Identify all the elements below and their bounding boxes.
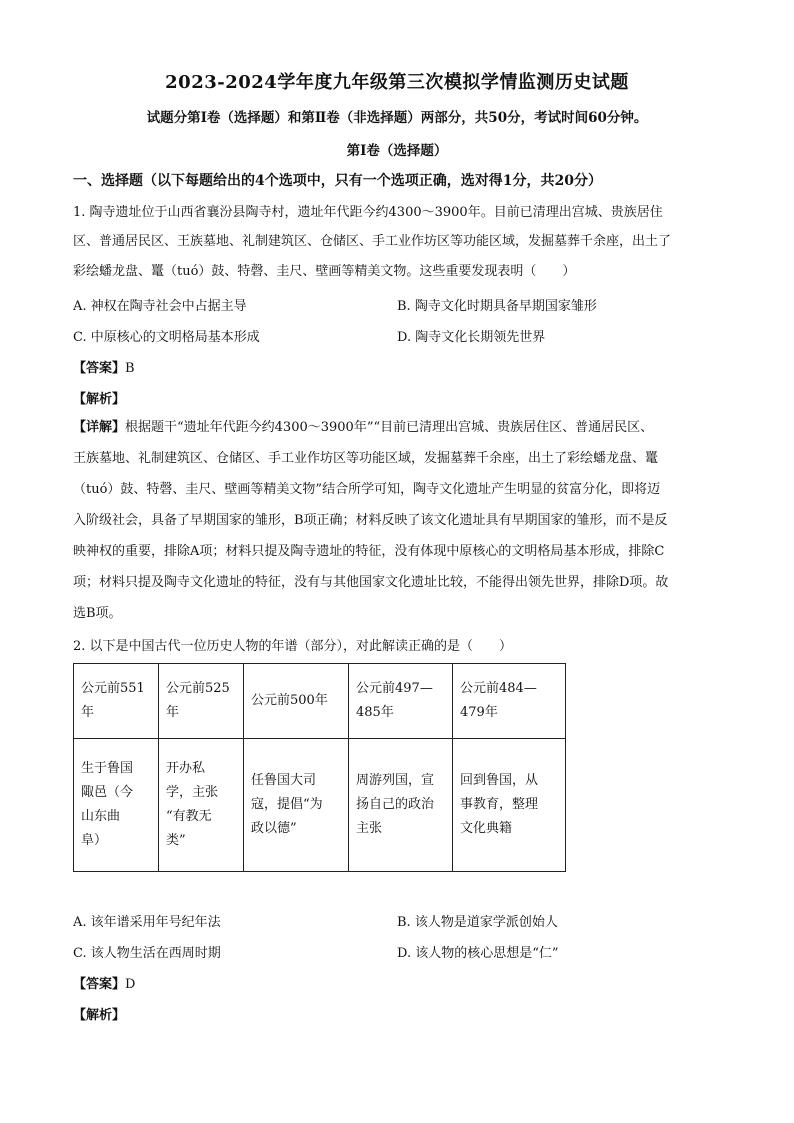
q1-detail-line: 王族墓地、礼制建筑区、仓储区、手工业作坊区等功能区域，发掘墓葬千余座，出土了彩绘蟠龙盘、鼍	[73, 451, 659, 466]
table-header-cell	[159, 664, 244, 739]
cell-line: 文化典籍	[460, 821, 513, 836]
cell-line: 479年	[460, 705, 498, 720]
cell-line: 事教育，整理	[460, 797, 539, 812]
q1-option-b: B. 陶寺文化时期具备早期国家雏形	[397, 299, 597, 314]
cell-line: 主张	[356, 821, 383, 836]
cell-line: 阜）	[81, 833, 108, 848]
cell-line: 政以德”	[251, 821, 297, 836]
cell-line: 回到鲁国，从	[460, 773, 539, 788]
table-cell	[244, 739, 349, 872]
cell-line: “有教无	[166, 809, 212, 824]
cell-line: 寇，提倡“为	[251, 797, 323, 812]
detail-text: 根据题干“遗址年代距今约4300～3900年”“目前已清理出宫城、贵族居住区、普通居民区、	[125, 420, 654, 435]
q1-detail-line: 映神权的重要，排除A项；材料只提及陶寺遗址的特征，没有体现中原核心的文明格局基本形成，排除C	[73, 544, 665, 559]
answer-tag: 【答案】	[73, 977, 126, 992]
table-cell	[349, 739, 453, 872]
q2-stem: 2. 以下是中国古代一位历史人物的年谱（部分），对此解读正确的是（ ）	[73, 639, 513, 654]
q2-analysis	[73, 1004, 125, 1023]
table-header-cell	[74, 664, 159, 739]
cell-line: 陬邑（今	[81, 785, 134, 800]
table-header-cell	[453, 664, 566, 739]
cell-line: 山东曲	[81, 809, 121, 824]
table-cell	[74, 739, 159, 872]
q1-stem-line: 区、普通居民区、王族墓地、礼制建筑区、仓储区、手工业作坊区等功能区域，发掘墓葬千余座，出土了	[73, 234, 672, 249]
q1-detail-line: 项；材料只提及陶寺文化遗址的特征，没有与其他国家文化遗址比较，不能得出领先世界，排除D项。故	[73, 575, 669, 590]
answer-value: D	[125, 977, 136, 992]
exam-subtitle: 试题分第Ⅰ卷（选择题）和第Ⅱ卷（非选择题）两部分，共50分，考试时间60分钟。	[146, 110, 648, 126]
cell-line: 开办私	[166, 761, 206, 776]
q1-stem-line: 1. 陶寺遗址位于山西省襄汾县陶寺村，遗址年代距今约4300～3900年。目前已清理出宫城、贵族居住	[73, 205, 663, 220]
chronology-table	[73, 663, 566, 872]
cell-line: 年	[81, 705, 95, 720]
table-row	[74, 739, 566, 872]
q1-option-c: C. 中原核心的文明格局基本形成	[73, 330, 260, 345]
q1-detail-line: 选B项。	[73, 606, 122, 621]
q1-detail-line: 入阶级社会，具备了早期国家的雏形，B项正确；材料反映了该文化遗址具有早期国家的雏形，而不是反	[73, 513, 668, 528]
table-header-row	[74, 664, 566, 739]
answer-value: B	[125, 361, 135, 376]
q1-analysis	[73, 388, 125, 407]
q1-detail-line	[73, 418, 653, 438]
analysis-tag: 【解析】	[73, 392, 126, 407]
table-cell	[453, 739, 566, 872]
table-cell	[159, 739, 244, 872]
q1-detail-line: （tuó）鼓、特磬、圭尺、壁画等精美文物”结合所学可知，陶寺文化遗址产生明显的贫富分化，即将迈	[73, 482, 661, 497]
q1-answer	[73, 357, 135, 376]
q1-option-d: D. 陶寺文化长期领先世界	[397, 330, 546, 345]
cell-line: 485年	[356, 705, 394, 720]
cell-line: 公元前551	[81, 681, 145, 696]
table-header-cell	[349, 664, 453, 739]
q2-option-b: B. 该人物是道家学派创始人	[397, 915, 558, 930]
q2-option-d: D. 该人物的核心思想是“仁”	[397, 946, 559, 961]
analysis-tag: 【解析】	[73, 1008, 126, 1023]
cell-line: 公元前500年	[251, 693, 328, 708]
cell-line: 公元前497—	[356, 681, 433, 696]
q1-stem-line: 彩绘蟠龙盘、鼍（tuó）鼓、特磬、圭尺、壁画等精美文物。这些重要发现表明（ ）	[73, 264, 576, 279]
cell-line: 公元前484—	[460, 681, 537, 696]
q2-option-c: C. 该人物生活在西周时期	[73, 946, 221, 961]
q2-option-a: A. 该年谱采用年号纪年法	[73, 915, 221, 930]
detail-tag: 【详解】	[73, 420, 126, 435]
part-heading: 一、选择题（以下每题给出的4个选项中，只有一个选项正确，选对得1分，共20分）	[73, 173, 602, 189]
exam-title: 2023-2024学年度九年级第三次模拟学情监测历史试题	[165, 72, 629, 93]
q2-answer	[73, 973, 135, 992]
q1-option-a: A. 神权在陶寺社会中占据主导	[73, 299, 247, 314]
cell-line: 扬自己的政治	[356, 797, 435, 812]
table-header-cell	[244, 664, 349, 739]
cell-line: 学，主张	[166, 785, 219, 800]
cell-line: 周游列国，宣	[356, 773, 435, 788]
answer-tag: 【答案】	[73, 361, 126, 376]
cell-line: 公元前525	[166, 681, 230, 696]
cell-line: 类”	[166, 833, 186, 848]
cell-line: 年	[166, 705, 180, 720]
cell-line: 生于鲁国	[81, 761, 134, 776]
section-heading: 第Ⅰ卷（选择题）	[346, 143, 448, 159]
cell-line: 任鲁国大司	[251, 773, 317, 788]
